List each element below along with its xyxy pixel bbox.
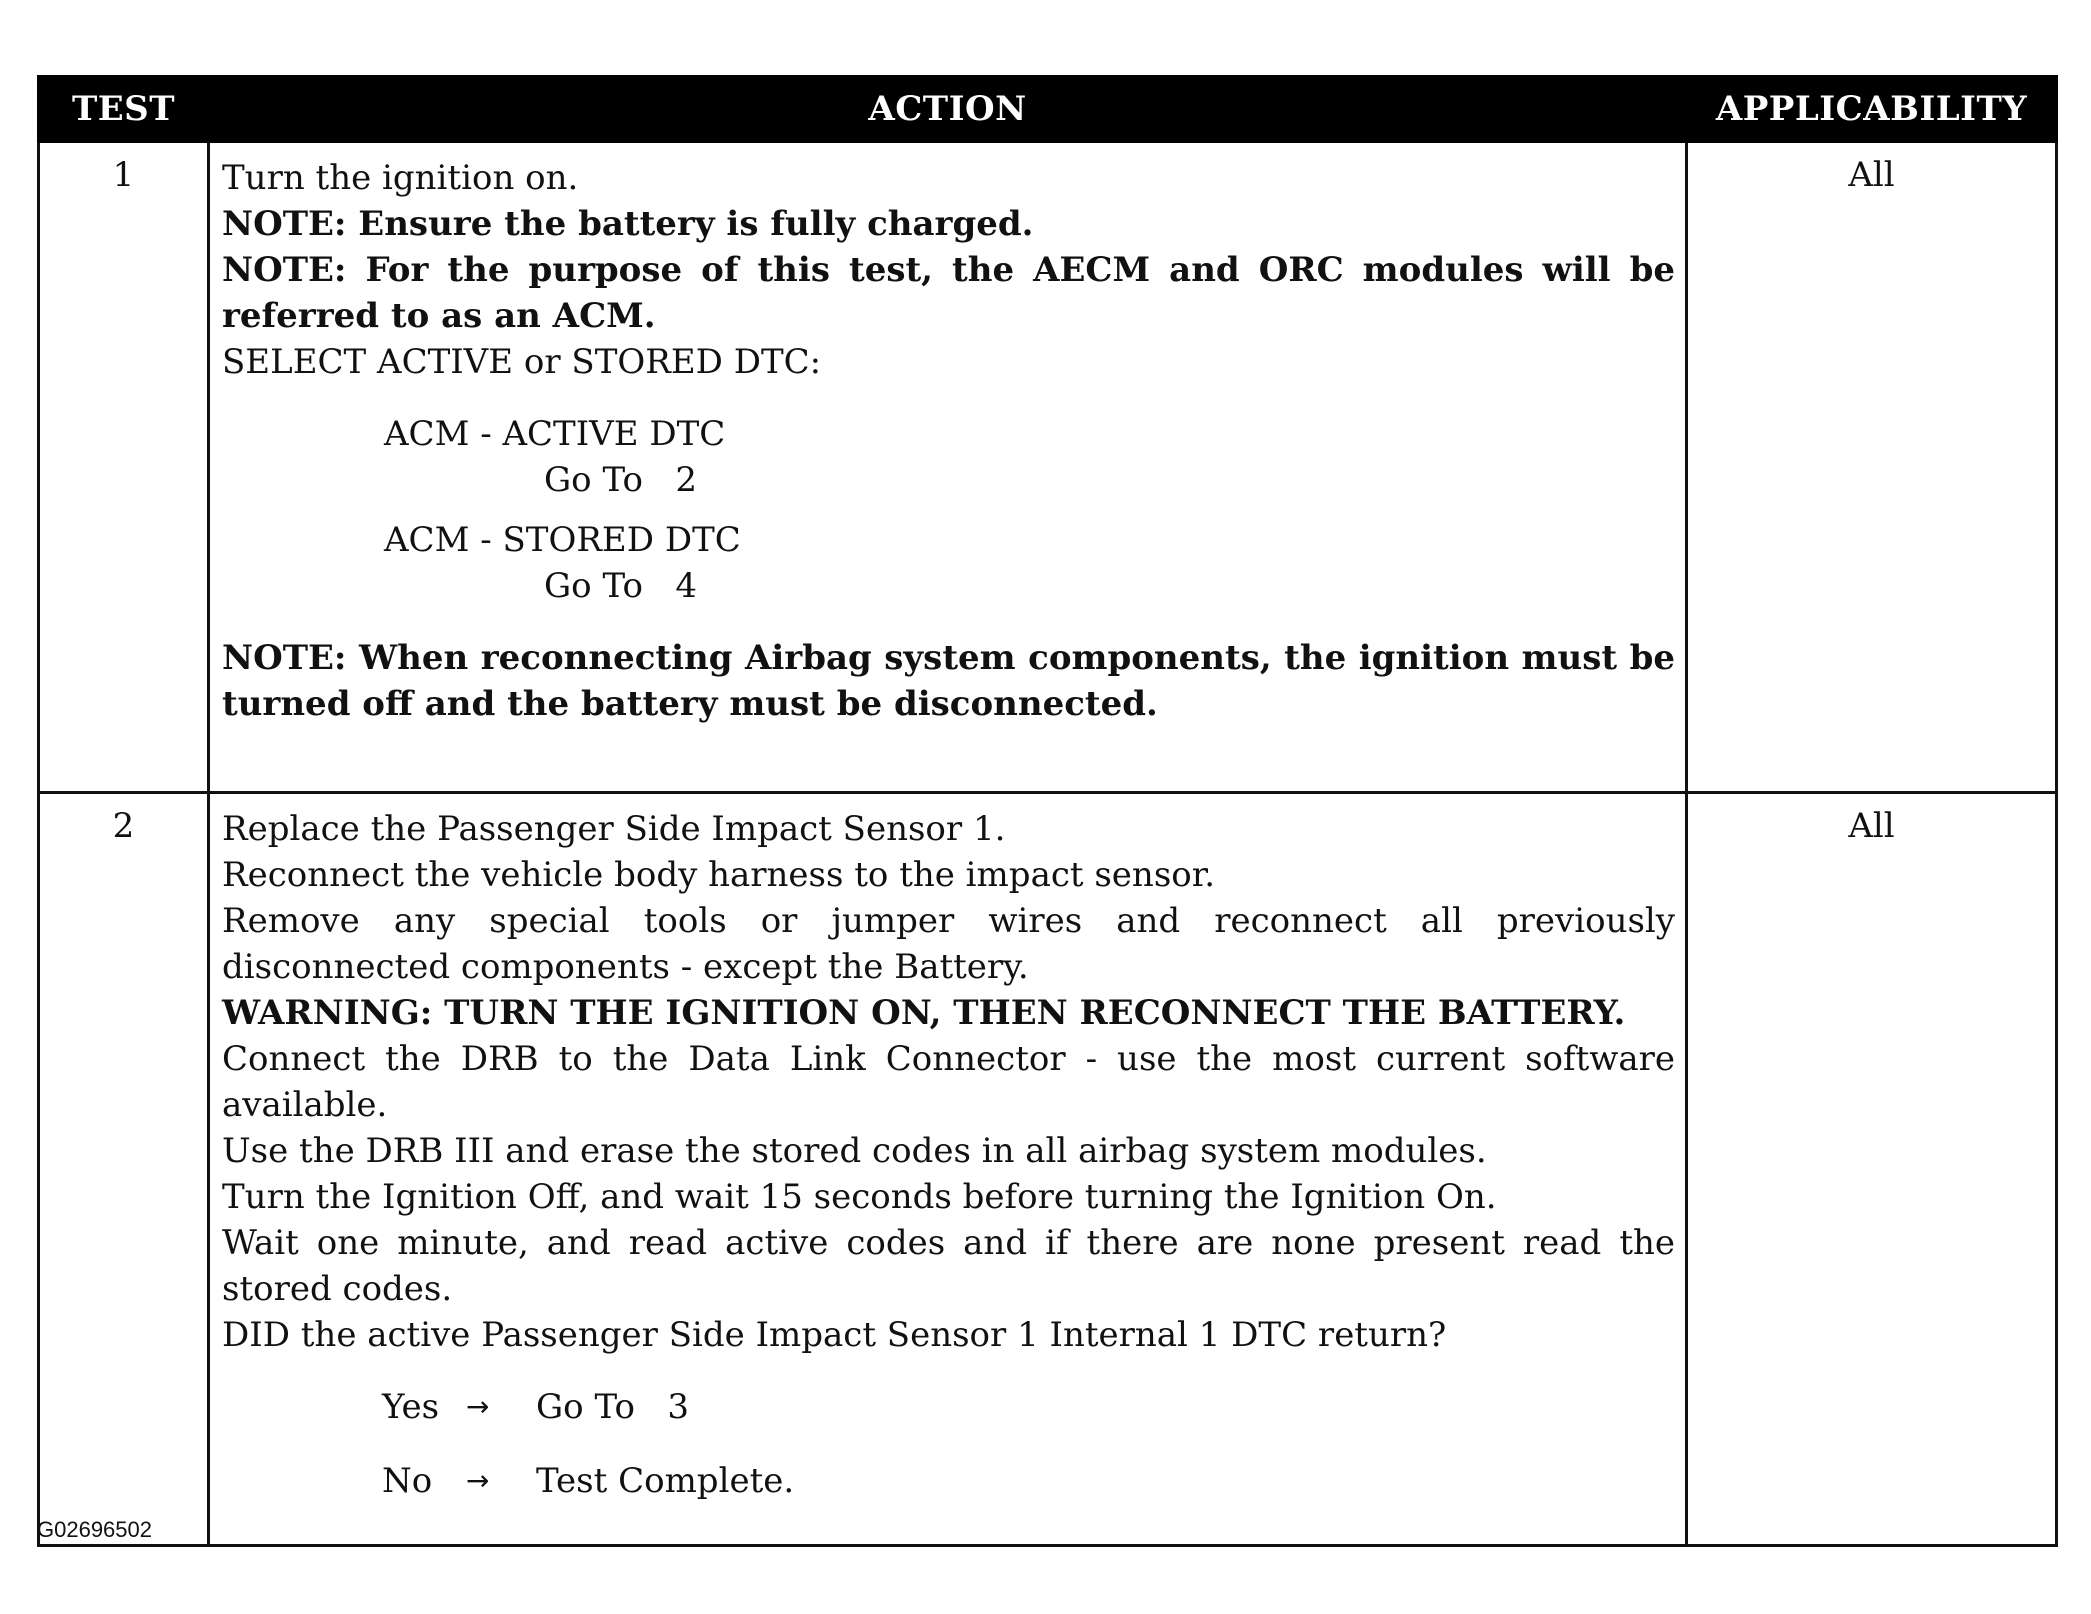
action-line: Wait one minute, and read active codes and if there are none present read the stored codes. bbox=[222, 1223, 1675, 1309]
header-test: TEST bbox=[39, 77, 209, 142]
warning-line: WARNING: TURN THE IGNITION ON, THEN RECONNECT THE BATTERY. bbox=[222, 993, 1626, 1033]
action-line: Reconnect the vehicle body harness to the impact sensor. bbox=[222, 855, 1216, 895]
diagnostic-procedure-sheet bbox=[37, 75, 2055, 1547]
action-cell bbox=[209, 142, 1687, 793]
action-line: Turn the Ignition Off, and wait 15 seconds before turning the Ignition On. bbox=[222, 1177, 1497, 1217]
table-header-row bbox=[39, 77, 2057, 142]
header-applicability: APPLICABILITY bbox=[1687, 77, 2057, 142]
answer-yes bbox=[382, 1384, 1675, 1430]
test-number: 2 bbox=[39, 793, 209, 1546]
action-line: SELECT ACTIVE or STORED DTC: bbox=[222, 342, 822, 382]
option-label: ACM - STORED DTC bbox=[384, 520, 741, 560]
applicability-value: All bbox=[1687, 793, 2057, 1546]
table-row bbox=[39, 142, 2057, 793]
note-line: NOTE: Ensure the battery is fully charged. bbox=[222, 204, 1034, 244]
option-goto: Go To 2 bbox=[544, 460, 697, 500]
action-line: Turn the ignition on. bbox=[222, 158, 579, 198]
answer-label: Yes bbox=[382, 1387, 440, 1427]
note-line: NOTE: When reconnecting Airbag system components, the ignition must be turned off and the battery must be disconnected. bbox=[222, 638, 1675, 724]
applicability-value: All bbox=[1687, 142, 2057, 793]
arrow-right-icon: → bbox=[466, 1390, 490, 1423]
action-line: Replace the Passenger Side Impact Sensor 1. bbox=[222, 809, 1006, 849]
answer-result: Go To 3 bbox=[536, 1387, 689, 1427]
diagnostic-test-table bbox=[37, 75, 2058, 1547]
option-label: ACM - ACTIVE DTC bbox=[384, 414, 726, 454]
action-cell bbox=[209, 793, 1687, 1546]
answer-label: No bbox=[382, 1461, 433, 1501]
option-goto: Go To 4 bbox=[544, 566, 697, 606]
test-number: 1 bbox=[39, 142, 209, 793]
arrow-right-icon: → bbox=[466, 1464, 490, 1497]
figure-code: G02696502 bbox=[37, 1517, 152, 1542]
note-line: NOTE: For the purpose of this test, the AECM and ORC modules will be referred to as an ACM. bbox=[222, 250, 1675, 336]
question-line: DID the active Passenger Side Impact Sensor 1 Internal 1 DTC return? bbox=[222, 1315, 1447, 1355]
answer-result: Test Complete. bbox=[536, 1461, 795, 1501]
action-line: Use the DRB III and erase the stored codes in all airbag system modules. bbox=[222, 1131, 1487, 1171]
action-line: Connect the DRB to the Data Link Connector - use the most current software available. bbox=[222, 1039, 1675, 1125]
table-row bbox=[39, 793, 2057, 1546]
header-action: ACTION bbox=[209, 77, 1687, 142]
action-line: Remove any special tools or jumper wires and reconnect all previously disconnected components - except the Battery. bbox=[222, 901, 1675, 987]
answer-no bbox=[382, 1458, 1675, 1504]
